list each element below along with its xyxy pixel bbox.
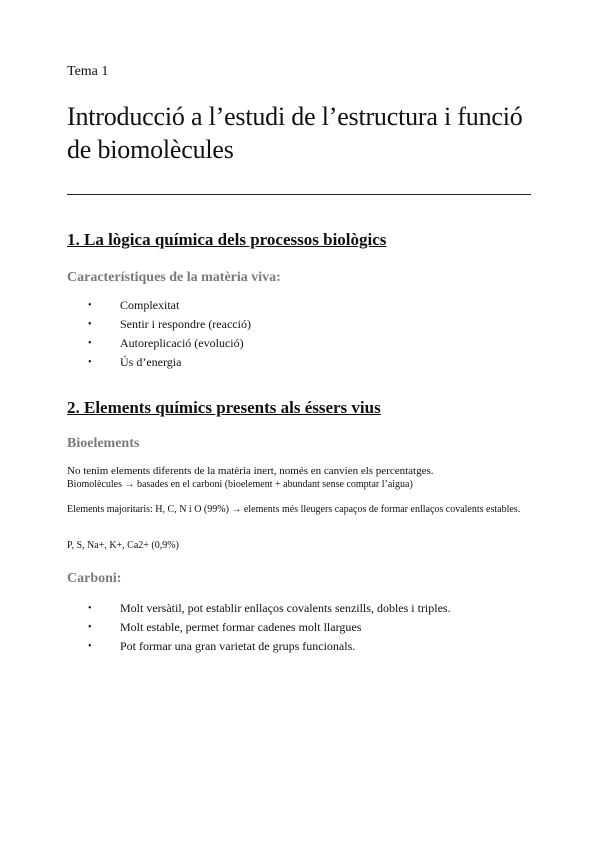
bullet-icon: • [88, 641, 92, 652]
bioelements-paragraph [67, 465, 537, 491]
bullet-icon: • [88, 622, 92, 633]
bioelements-line1: No tenim elements diferents de la matèria inert, només en canvien els percentatges. [67, 465, 434, 477]
carboni-list [88, 599, 451, 656]
carboni-subheading: Carboni: [67, 571, 122, 586]
minority-elements-paragraph: P, S, Na+, K+, Ca2+ (0,9%) [67, 540, 179, 551]
bioelements-subheading: Bioelements [67, 436, 140, 451]
list-item [88, 296, 251, 315]
list-item-label: Molt estable, permet formar cadenes molt llargues [120, 620, 362, 634]
list-item [88, 637, 451, 656]
list-item [88, 599, 451, 618]
section1-heading: 1. La lògica química dels processos biològics [67, 230, 387, 249]
bullet-icon: • [88, 357, 92, 368]
bioelements-line2: Biomolècules → basades en el carboni (bioelement + abundant sense comptar l’aigua) [67, 479, 413, 490]
list-item-label: Autoreplicació (evolució) [120, 336, 244, 350]
list-item-label: Sentir i respondre (reacció) [120, 317, 251, 331]
section2-heading: 2. Elements químics presents als éssers vius [67, 398, 381, 417]
list-item [88, 618, 451, 637]
list-item-label: Ús d’energia [120, 355, 182, 369]
majority-elements-paragraph: Elements majoritaris: H, C, N i O (99%) → elements més lleugers capaços de formar enllaços covalents estables. [67, 504, 521, 515]
bullet-icon: • [88, 319, 92, 330]
bullet-icon: • [88, 338, 92, 349]
title-divider [67, 194, 531, 195]
characteristics-list [88, 296, 251, 372]
document-title: Introducció a l’estudi de l’estructura i funció de biomolècules [67, 102, 523, 164]
bullet-icon: • [88, 603, 92, 614]
topic-label: Tema 1 [67, 64, 109, 79]
list-item [88, 353, 251, 372]
list-item-label: Molt versàtil, pot establir enllaços covalents senzills, dobles i triples. [120, 601, 451, 615]
list-item-label: Complexitat [120, 298, 180, 312]
section1-subheading: Característiques de la matèria viva: [67, 270, 281, 285]
list-item [88, 334, 251, 353]
list-item-label: Pot formar una gran varietat de grups funcionals. [120, 639, 356, 653]
list-item [88, 315, 251, 334]
bullet-icon: • [88, 300, 92, 311]
